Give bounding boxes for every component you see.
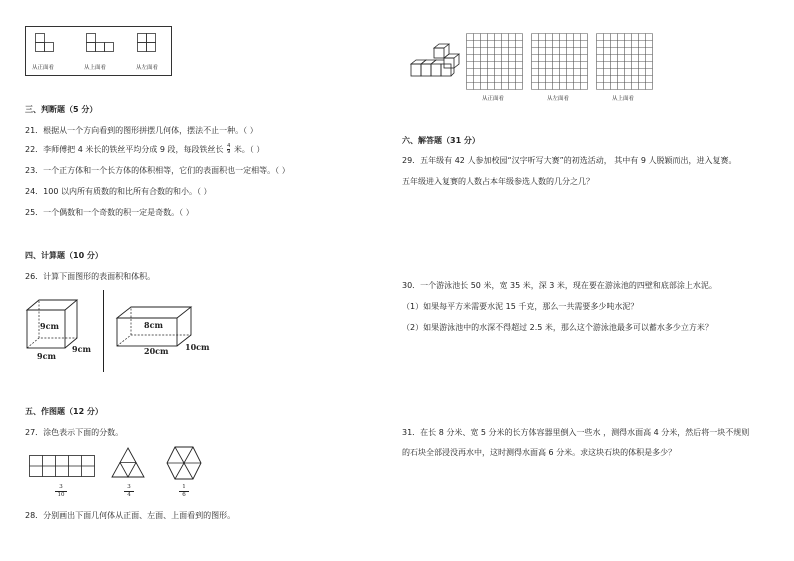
grid-caption-front: 从正面看: [482, 96, 505, 102]
question-22-pre: 22．李师傅把 4 米长的铁丝平均分成 9 段，每段铁丝长: [25, 145, 224, 154]
fraction-numerator: 4: [227, 143, 231, 149]
section6-title: 六、解答题（31 分）: [402, 136, 480, 145]
question-25: 25．一个偶数和一个奇数的积一定是奇数。（ ）: [25, 208, 194, 217]
cuboid-label-height: 8cm: [144, 320, 163, 330]
grid-left: [531, 33, 589, 91]
fraction-numerator: 3: [127, 484, 131, 490]
view-label-front: 从正面看: [32, 65, 55, 71]
left-view-shape: [137, 33, 159, 55]
question-21: 21．根据从一个方向看到的图形拼摆几何体，摆法不止一种。（ ）: [25, 126, 258, 135]
question-29-line1: 29．五年级有 42 人参加校园“汉字听写大赛”的初选活动， 其中有 9 人脱颖而出，进入复赛。: [402, 156, 737, 165]
fraction-numerator: 1: [182, 484, 186, 490]
fraction-3-10: [55, 484, 67, 498]
fraction-denominator: 10: [57, 492, 65, 498]
question-22-post: 米。（ ）: [233, 145, 265, 154]
question-22: [25, 144, 264, 155]
cube-stack-figure: [408, 42, 460, 82]
cuboid-label-length: 20cm: [144, 346, 169, 356]
question-23: 23．一个正方体和一个长方体的体积相等，它们的表面积也一定相等。（ ）: [25, 166, 290, 175]
question-31-line1: 31．在长 8 分米、宽 5 分米的长方体容器里倒入一些水 ，测得水面高 4 分米，然后将一块不规则: [402, 428, 750, 437]
question-29-line2: 五年级进入复赛的人数占本年级参选人数的几分之几？: [402, 177, 594, 186]
fraction-numerator: 3: [59, 484, 63, 490]
view-label-left: 从左面看: [136, 65, 159, 71]
front-view-shape: [35, 33, 55, 55]
section3-title: 三、判断题（5 分）: [25, 105, 98, 114]
question-27: 27．涂色表示下面的分数。: [25, 428, 124, 437]
fraction-denominator: 9: [227, 149, 231, 155]
question-24: 24．100 以内所有质数的和比所有合数的和小。（ ）: [25, 187, 212, 196]
cuboid-label-width: 10cm: [185, 342, 210, 352]
fraction-1-6: [179, 484, 189, 498]
divider-line: [103, 290, 104, 372]
question-30: 30．一个游泳池长 50 米，宽 35 米，深 3 米，现在要在游泳池的四壁和底部涂上水泥。: [402, 281, 717, 290]
question-26: 26．计算下面图形的表面积和体积。: [25, 272, 156, 281]
question-30-part2: （2）如果游泳池中的水深不得超过 2.5 米，那么这个游泳池最多可以蓄水多少立方米？: [402, 323, 713, 332]
triangle-four-parts: [111, 447, 145, 479]
grid-caption-left: 从左面看: [547, 96, 570, 102]
ten-part-rectangle: [29, 455, 95, 479]
cube-label-height: 9cm: [40, 321, 59, 331]
cube-label-width: 9cm: [37, 351, 56, 361]
grid-caption-top: 从上面看: [612, 96, 635, 102]
question-28: 28．分别画出下面几何体从正面、左面、上面看到的图形。: [25, 511, 236, 520]
fraction-denominator: 6: [182, 492, 186, 498]
question-31-line2: 的石块全部浸没再水中，这时测得水面高 6 分米。求这块石块的体积是多少？: [402, 448, 677, 457]
hexagon-six-parts: [166, 446, 202, 480]
question-30-part1: （1）如果每平方米需要水泥 15 千克，那么一共需要多少吨水泥？: [402, 302, 639, 311]
fraction-3-4: [124, 484, 134, 498]
question-22-fraction: [227, 144, 230, 155]
top-view-shape: [86, 33, 114, 55]
cube-label-depth: 9cm: [72, 344, 91, 354]
fraction-denominator: 4: [127, 492, 131, 498]
grid-front: [466, 33, 524, 91]
view-label-top: 从上面看: [84, 65, 107, 71]
section4-title: 四、计算题（10 分）: [25, 251, 103, 260]
section5-title: 五、作图题（12 分）: [25, 407, 103, 416]
cube-diagram: [22, 295, 102, 365]
grid-top: [596, 33, 654, 91]
